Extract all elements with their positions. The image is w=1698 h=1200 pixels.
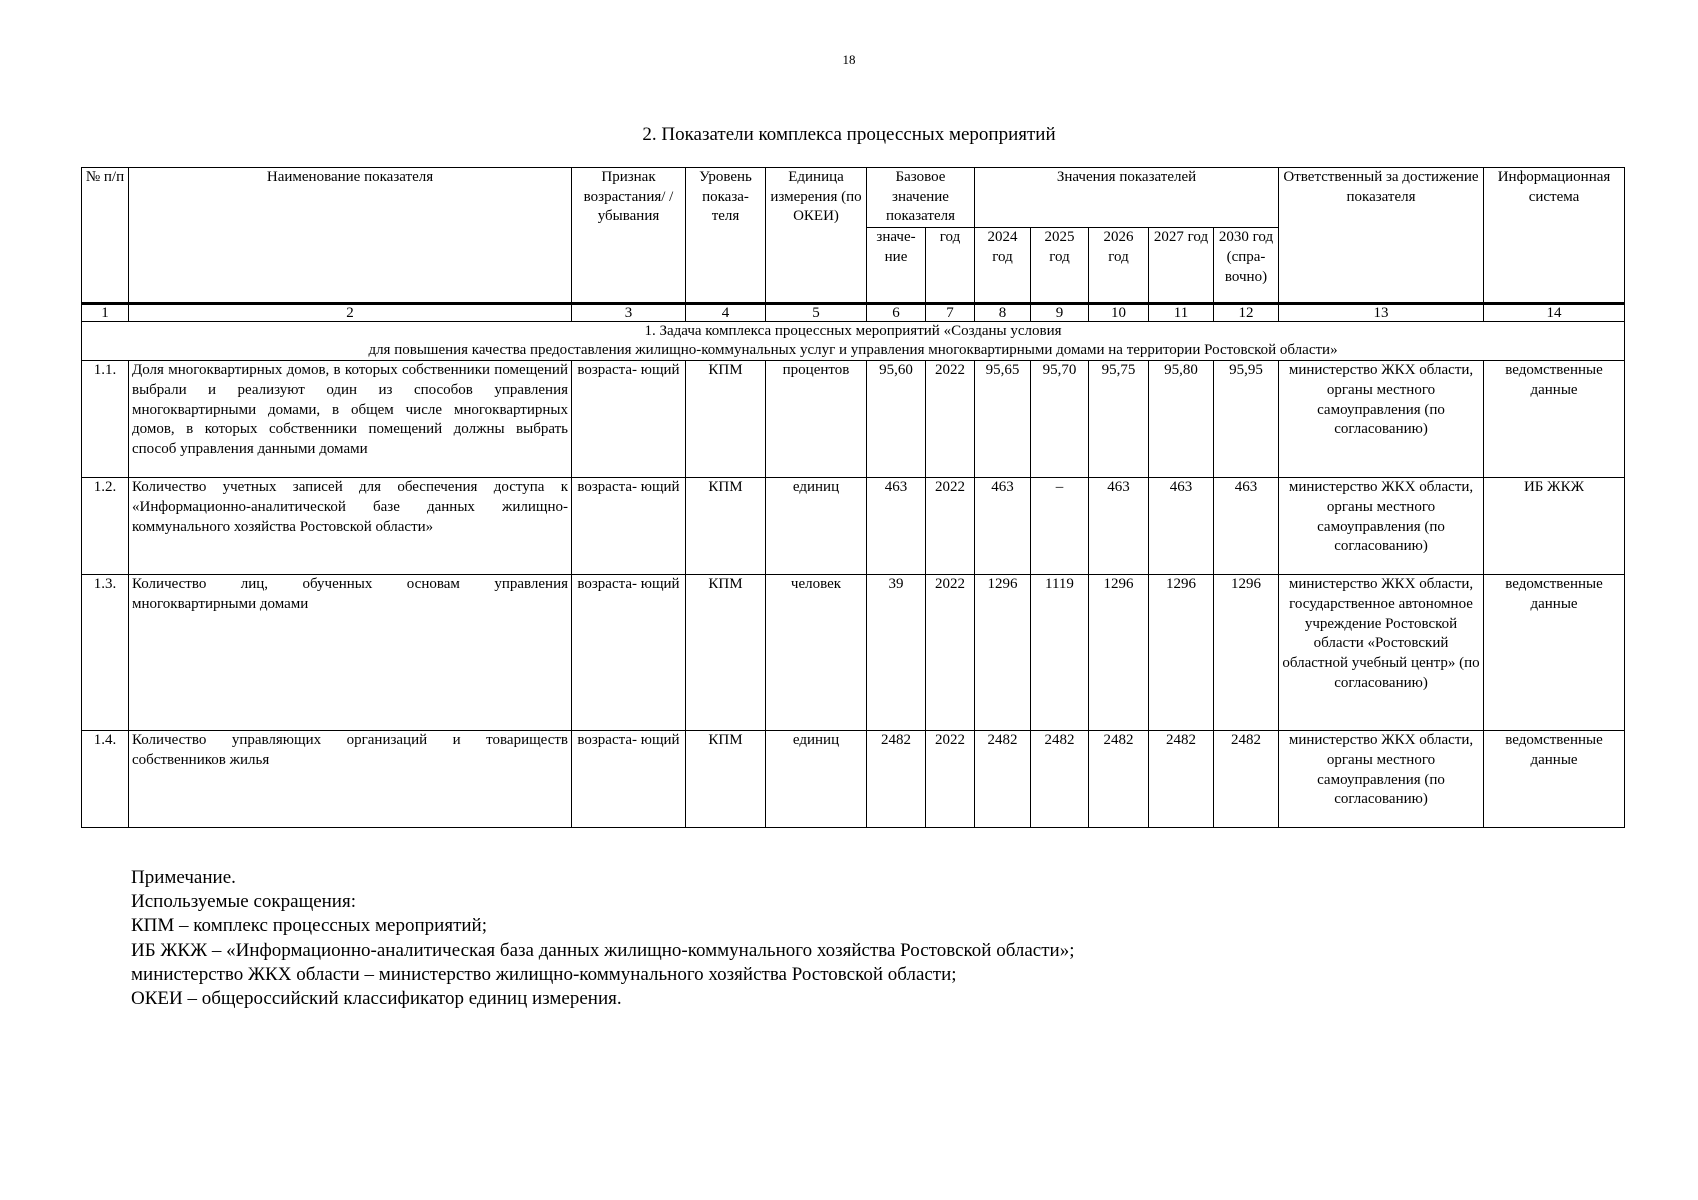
note-item: министерство ЖКХ области – министерство жилищно-коммунального хозяйства Ростовской области; <box>131 963 957 985</box>
column-number: 1 <box>82 304 129 322</box>
column-number: 10 <box>1089 304 1149 322</box>
row-value-2026: 95,75 <box>1089 361 1149 478</box>
row-value-2030: 2482 <box>1214 731 1279 828</box>
row-base-value: 39 <box>867 575 926 731</box>
task-line-2: для повышения качества предоставления жилищно-коммунальных услуг и управления многоквартирными домами на территории Ростовской области» <box>368 342 1338 359</box>
page-title: 2. Показатели комплекса процессных мероприятий <box>642 124 1056 145</box>
row-value-2024: 463 <box>975 478 1031 575</box>
column-number: 14 <box>1484 304 1625 322</box>
table-row <box>82 478 1625 575</box>
note-item: ОКЕИ – общероссийский классификатор единиц измерения. <box>131 988 622 1010</box>
row-unit: человек <box>766 575 867 731</box>
column-number: 8 <box>975 304 1031 322</box>
row-name: Доля многоквартирных домов, в которых собственники помещений выбрали и реализуют один из способов управления многоквартирными домами, в общем числе многоквартирных домов, в которых собственники помещений должны выбрать способ управления данными домами <box>129 361 572 478</box>
row-value-2027: 1296 <box>1149 575 1214 731</box>
row-sign: возраста- ющий <box>572 478 686 575</box>
column-number: 4 <box>686 304 766 322</box>
task-heading <box>82 322 1625 361</box>
row-name: Количество учетных записей для обеспечения доступа к «Информационно-аналитической базе данных жилищно-коммунального хозяйства Ростовской области» <box>129 478 572 575</box>
row-value-2027: 95,80 <box>1149 361 1214 478</box>
row-responsible: министерство ЖКХ области, органы местного самоуправления (по согласованию) <box>1279 731 1484 828</box>
row-value-2027: 463 <box>1149 478 1214 575</box>
column-number: 2 <box>129 304 572 322</box>
row-value-2025: 2482 <box>1031 731 1089 828</box>
header-values: Значения показателей <box>975 168 1279 228</box>
column-number: 3 <box>572 304 686 322</box>
header-unit: Единица измерения (по ОКЕИ) <box>766 168 867 304</box>
row-value-2024: 2482 <box>975 731 1031 828</box>
row-sign: возраста- ющий <box>572 575 686 731</box>
row-infosys: ведомственные данные <box>1484 575 1625 731</box>
header-2026: 2026 год <box>1089 228 1149 304</box>
row-level: КПМ <box>686 731 766 828</box>
row-base-year: 2022 <box>926 361 975 478</box>
row-infosys: ИБ ЖКЖ <box>1484 478 1625 575</box>
header-2027: 2027 год <box>1149 228 1214 304</box>
indicators-table <box>81 167 1625 828</box>
row-value-2030: 95,95 <box>1214 361 1279 478</box>
row-name: Количество лиц, обученных основам управления многоквартирными домами <box>129 575 572 731</box>
row-base-value: 95,60 <box>867 361 926 478</box>
note-heading: Примечание. <box>131 867 236 888</box>
header-name: Наименование показателя <box>129 168 572 304</box>
row-num: 1.4. <box>82 731 129 828</box>
header-sign: Признак возрастания/ /убывания <box>572 168 686 304</box>
column-number: 6 <box>867 304 926 322</box>
header-base-value: значе- ние <box>867 228 926 304</box>
row-value-2030: 463 <box>1214 478 1279 575</box>
row-responsible: министерство ЖКХ области, органы местного самоуправления (по согласованию) <box>1279 478 1484 575</box>
note-item: КПМ – комплекс процессных мероприятий; <box>131 915 487 937</box>
header-base-year: год <box>926 228 975 304</box>
header-level: Уровень показа- теля <box>686 168 766 304</box>
table-row <box>82 731 1625 828</box>
row-base-year: 2022 <box>926 731 975 828</box>
row-unit: процентов <box>766 361 867 478</box>
row-value-2024: 1296 <box>975 575 1031 731</box>
row-value-2030: 1296 <box>1214 575 1279 731</box>
task-line-1: 1. Задача комплекса процессных мероприятий «Созданы условия <box>644 323 1062 340</box>
row-base-year: 2022 <box>926 478 975 575</box>
row-unit: единиц <box>766 478 867 575</box>
row-sign: возраста- ющий <box>572 731 686 828</box>
page-number: 18 <box>842 52 856 67</box>
row-unit: единиц <box>766 731 867 828</box>
row-infosys: ведомственные данные <box>1484 361 1625 478</box>
row-value-2025: – <box>1031 478 1089 575</box>
row-value-2025: 1119 <box>1031 575 1089 731</box>
row-value-2027: 2482 <box>1149 731 1214 828</box>
row-value-2026: 463 <box>1089 478 1149 575</box>
task-row <box>82 322 1625 361</box>
column-number: 9 <box>1031 304 1089 322</box>
header-base: Базовое значение показателя <box>867 168 975 228</box>
note-item: ИБ ЖКЖ – «Информационно-аналитическая база данных жилищно-коммунального хозяйства Ростовской области»; <box>131 939 1075 961</box>
table-row <box>82 575 1625 731</box>
row-num: 1.1. <box>82 361 129 478</box>
row-value-2026: 2482 <box>1089 731 1149 828</box>
row-level: КПМ <box>686 478 766 575</box>
header-infosys: Информационная система <box>1484 168 1625 304</box>
row-infosys: ведомственные данные <box>1484 731 1625 828</box>
column-number-row <box>82 304 1625 322</box>
table-row <box>82 361 1625 478</box>
header-2024: 2024 год <box>975 228 1031 304</box>
row-name: Количество управляющих организаций и товариществ собственников жилья <box>129 731 572 828</box>
row-base-value: 2482 <box>867 731 926 828</box>
row-base-year: 2022 <box>926 575 975 731</box>
column-number: 11 <box>1149 304 1214 322</box>
row-value-2024: 95,65 <box>975 361 1031 478</box>
row-responsible: министерство ЖКХ области, органы местного самоуправления (по согласованию) <box>1279 361 1484 478</box>
notes-section <box>131 866 1075 1011</box>
column-number: 12 <box>1214 304 1279 322</box>
row-num: 1.3. <box>82 575 129 731</box>
row-num: 1.2. <box>82 478 129 575</box>
row-responsible: министерство ЖКХ области, государственное автономное учреждение Ростовской области «Ростовский областной учебный центр» (по согласованию) <box>1279 575 1484 731</box>
row-value-2025: 95,70 <box>1031 361 1089 478</box>
row-level: КПМ <box>686 575 766 731</box>
row-value-2026: 1296 <box>1089 575 1149 731</box>
note-abbrev-title: Используемые сокращения: <box>131 891 356 913</box>
header-row <box>82 168 1625 228</box>
header-2030: 2030 год (спра- вочно) <box>1214 228 1279 304</box>
column-number: 13 <box>1279 304 1484 322</box>
column-number: 7 <box>926 304 975 322</box>
row-level: КПМ <box>686 361 766 478</box>
row-base-value: 463 <box>867 478 926 575</box>
row-sign: возраста- ющий <box>572 361 686 478</box>
column-number: 5 <box>766 304 867 322</box>
header-2025: 2025 год <box>1031 228 1089 304</box>
header-responsible: Ответственный за достижение показателя <box>1279 168 1484 304</box>
header-num: № п/п <box>82 168 129 304</box>
